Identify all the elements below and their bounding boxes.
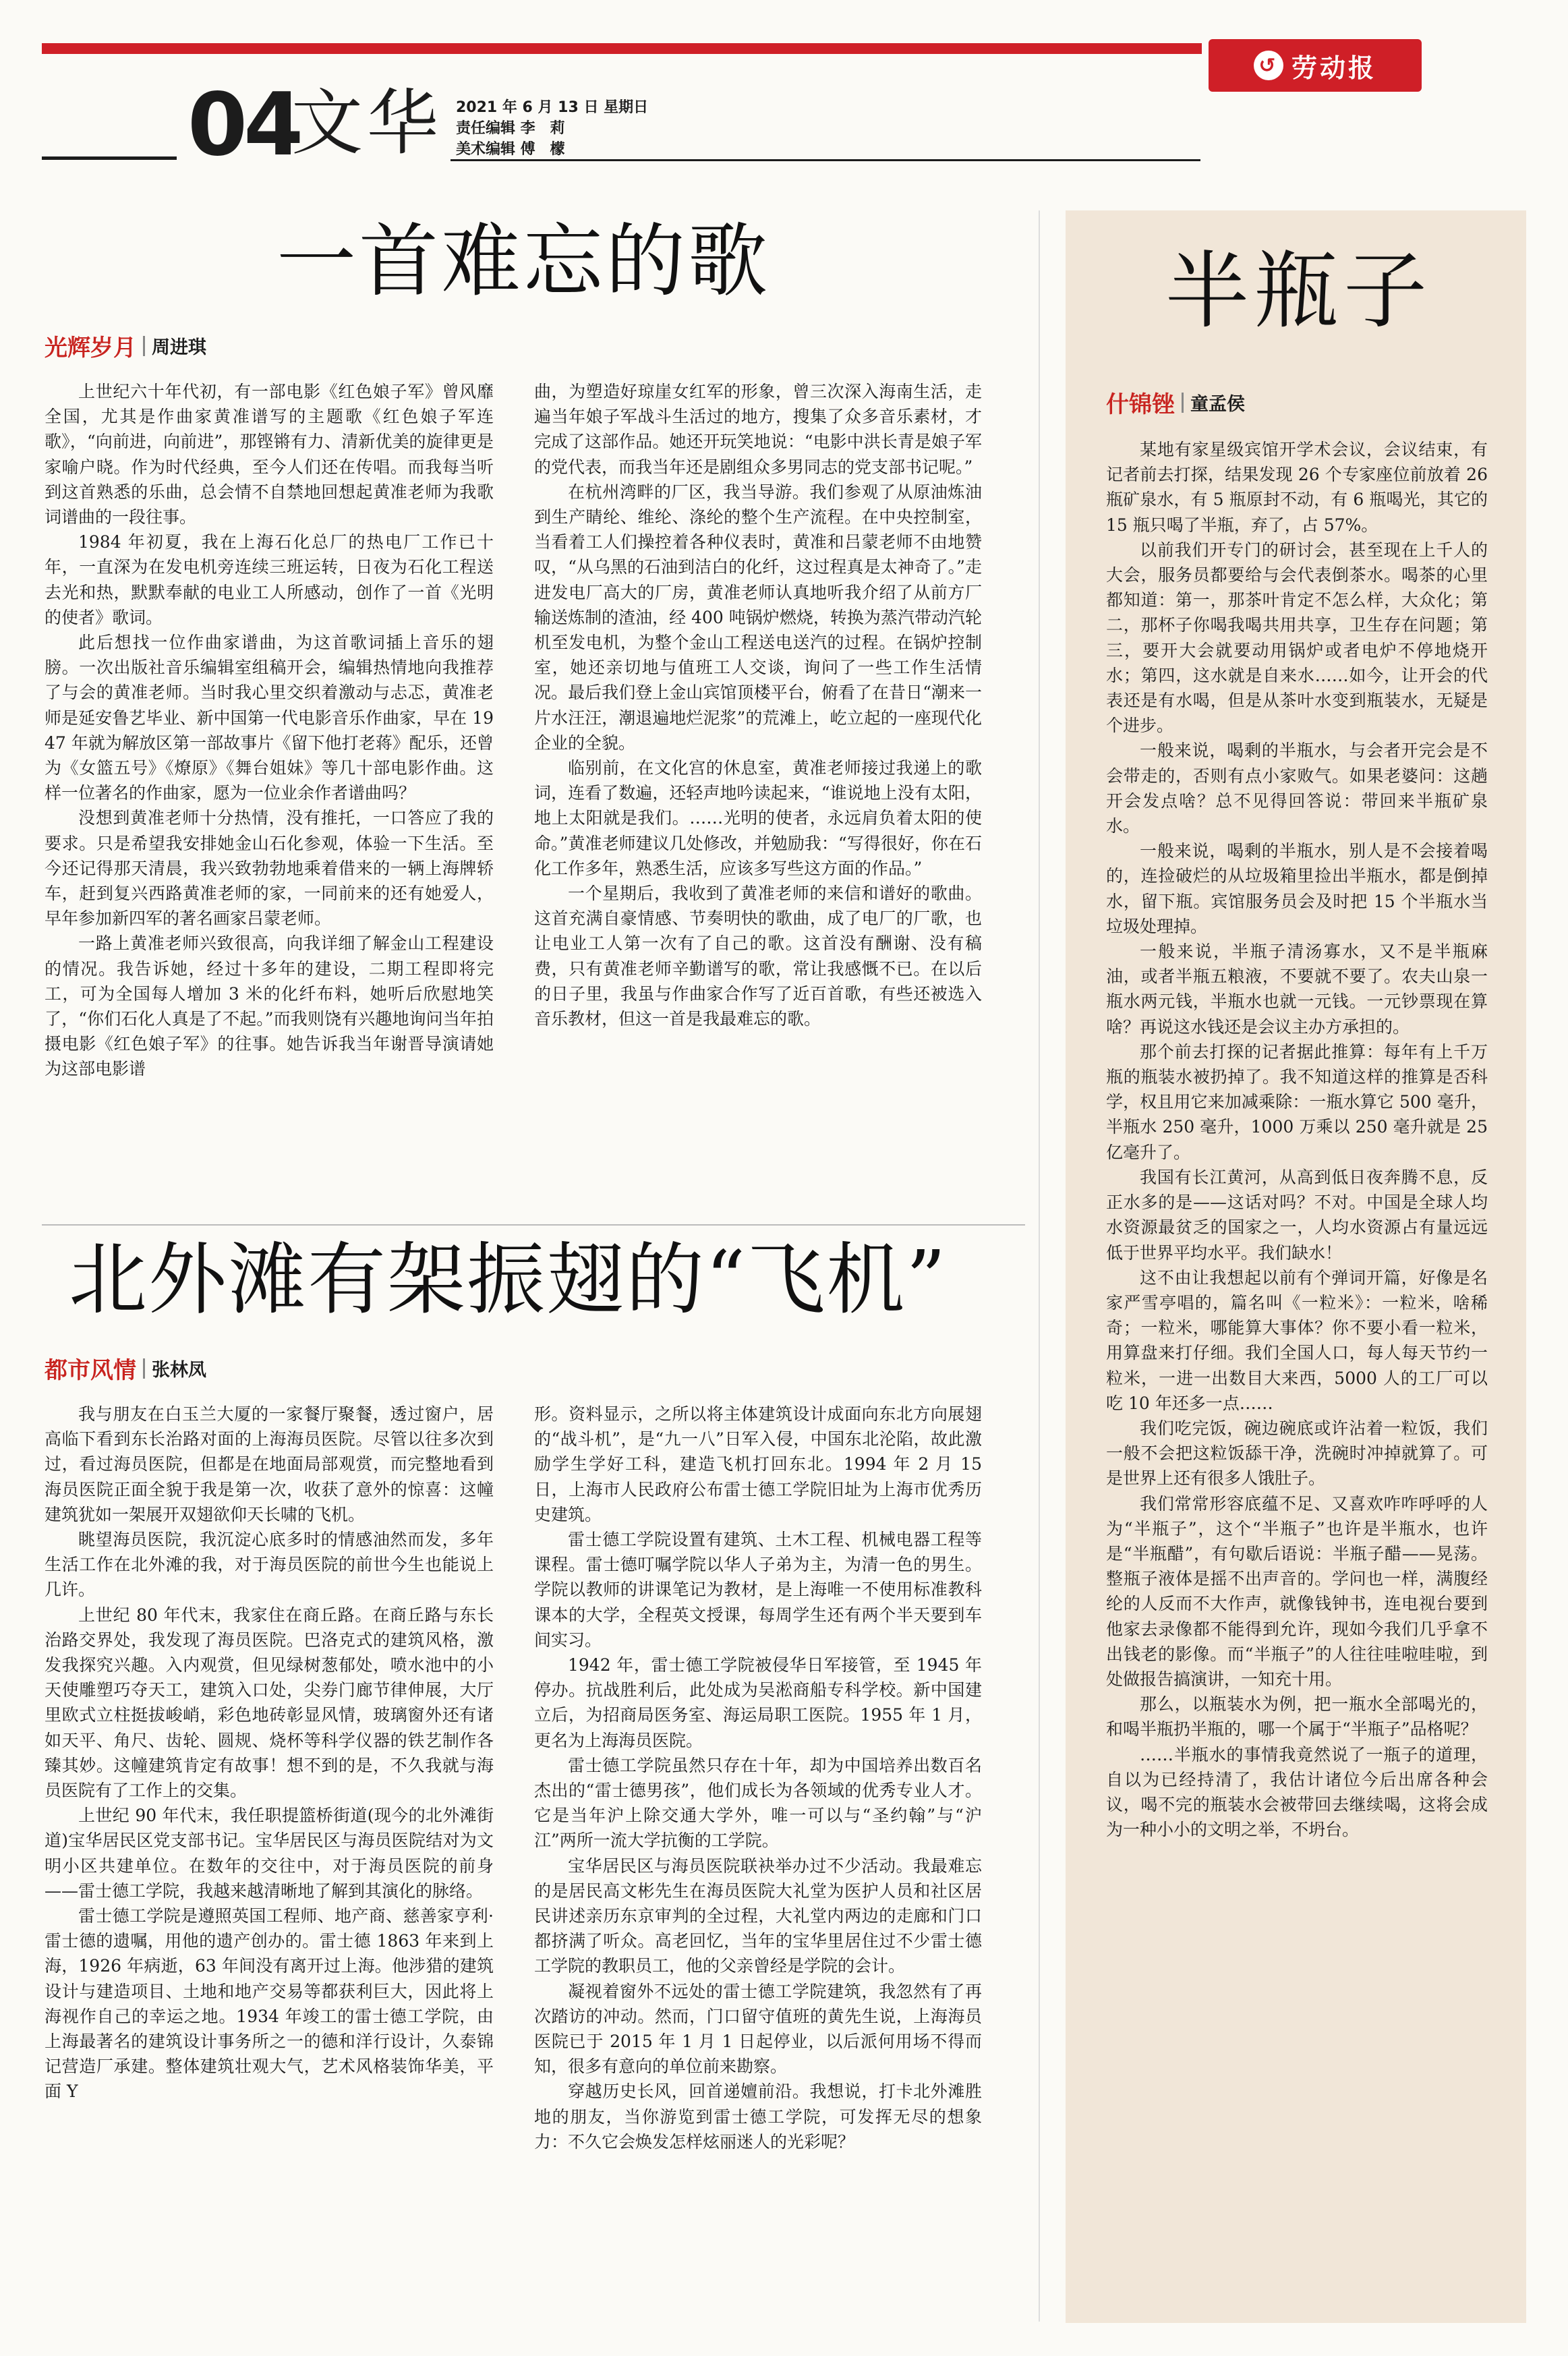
paragraph: 一般来说，半瓶子清汤寡水，又不是半瓶麻油，或者半瓶五粮液，不要就不要了。农夫山泉一瓶水两元钱，半瓶水也就一元钱。一元钞票现在算啥？再说这水钱还是会议主办方承担的。 <box>1106 942 1488 1037</box>
paragraph: 1984 年初夏，我在上海石化总厂的热电厂工作已十年，一直深为在发电机旁连续三班运转，日夜为石化工程送去光和热，默默奉献的电业工人所感动，创作了一首《光明的使者》歌词。 <box>45 532 494 627</box>
paragraph: 某地有家星级宾馆开学术会议，会议结束，有记者前去打探，结果发现 26 个专家座位前放着 26 瓶矿泉水，有 5 瓶原封不动，有 6 瓶喝光，其它的 15 瓶只喝了半瓶，弃了，占 57%。 <box>1106 440 1488 535</box>
paragraph: 雷士德工学院是遵照英国工程师、地产商、慈善家亨利·雷士德的遗嘱，用他的遗产创办的。雷士德 1863 年来到上海，1926 年病逝，63 年间没有离开过上海。他涉猎的建筑设计与建造项目、土地和地产交易等都获利巨大，因此将上海视作自己的幸运之地。1934 年竣工的雷士德工学院，由上海最著名的建筑设计事务所之一的德和洋行设计，久泰锦记营造厂承建。整体建筑壮观大气，艺术风格装饰华美，平面 Y <box>45 1906 494 2102</box>
article-column <box>45 1402 494 2104</box>
paragraph: 在杭州湾畔的厂区，我当导游。我们参观了从原油炼油到生产睛纶、维纶、涤纶的整个生产流程。在中央控制室，当看着工人们操控着各种仪表时，黄准和吕蒙老师不由地赞叹，“从乌黑的石油到洁白的化纤，这过程真是太神奇了。”走进发电厂高大的厂房，黄准老师认真地听我介绍了从前方厂输送炼制的渣油，经 400 吨锅炉燃烧，转换为蒸汽带动汽轮机至发电机，为整个金山工程送电送汽的过程。在锅炉控制室，她还亲切地与值班工人交谈，询问了一些工作生活情况。最后我们登上金山宾馆顶楼平台，俯看了在昔日“潮来一片水汪汪，潮退遍地烂泥浆”的荒滩上，屹立起的一座现代化企业的全貌。 <box>534 482 982 753</box>
paragraph: 此后想找一位作曲家谱曲，为这首歌词插上音乐的翅膀。一次出版社音乐编辑室组稿开会，编辑热情地向我推荐了与会的黄准老师。当时我心里交织着激动与忐忑，黄准老师是延安鲁艺毕业、新中国第一代电影音乐作曲家，早在 1947 年就为解放区第一部故事片《留下他打老蒋》配乐，还曾为《女篮五号》《燎原》《舞台姐妹》等几十部电影作曲。这样一位著名的作曲家，愿为一位业余作者谱曲吗？ <box>45 633 494 803</box>
paragraph: 一般来说，喝剩的半瓶水，别人是不会接着喝的，连捡破烂的从垃圾箱里捡出半瓶水，都是倒掉水，留下瓶。宾馆服务员会及时把 15 个半瓶水当垃圾处理掉。 <box>1106 841 1488 936</box>
paragraph: 1942 年，雷士德工学院被侵华日军接管，至 1945 年停办。抗战胜利后，此处成为吴淞商船专科学校。新中国建立后，为招商局医务室、海运局职工医院。1955 年 1 月，更名为上海海员医院。 <box>534 1655 982 1750</box>
paragraph: 眺望海员医院，我沉淀心底多时的情感油然而发，多年生活工作在北外滩的我，对于海员医院的前世今生也能说上几许。 <box>45 1530 494 1600</box>
column-label: 都市风情 <box>45 1357 136 1384</box>
paragraph: 雷士德工学院设置有建筑、土木工程、机械电器工程等课程。雷士德叮嘱学院以华人子弟为主，为清一色的男生。学院以教师的讲课笔记为教材，是上海唯一不使用标准教科课本的大学，全程英文授课，每周学生还有两个半天要到车间实习。 <box>534 1530 982 1650</box>
paragraph: 那个前去打探的记者据此推算：每年有上千万瓶的瓶装水被扔掉了。我不知道这样的推算是否科学，权且用它来加减乘除：一瓶水算它 500 毫升，半瓶水 250 毫升，1000 万乘以 250 毫升就是 25 亿毫升了。 <box>1106 1041 1488 1162</box>
paragraph: 雷士德工学院虽然只存在十年，却为中国培养出数百名杰出的“雷士德男孩”，他们成长为各领域的优秀专业人才。它是当年沪上除交通大学外，唯一可以与“圣约翰”与“沪江”两所一流大学抗衡的工学院。 <box>534 1755 982 1851</box>
paragraph: 宝华居民区与海员医院联袂举办过不少活动。我最难忘的是居民高文彬先生在海员医院大礼堂为医护人员和社区居民讲述亲历东京审判的全过程，大礼堂内两边的走廊和门口都挤满了听众。高老回忆，当年的宝华里居住过不少雷士德工学院的教职员工，他的父亲曾经是学院的会计。 <box>534 1856 982 1976</box>
article-column <box>534 379 982 1031</box>
paragraph: 那么，以瓶装水为例，把一瓶水全部喝光的，和喝半瓶扔半瓶的，哪一个属于“半瓶子”品格呢？ <box>1106 1694 1488 1740</box>
paragraph: 一个星期后，我收到了黄准老师的来信和谱好的歌曲。这首充满自豪情感、节奏明快的歌曲，成了电厂的厂歌，也让电业工人第一次有了自己的歌。这首没有酬谢、没有稿费，只有黄准老师辛勤谱写的歌，常让我感慨不已。在以后的日子里，我虽与作曲家合作写了近百首歌，有些还被选入音乐教材，但这一首是我最难忘的歌。 <box>534 884 982 1029</box>
paragraph: 我们吃完饭，碗边碗底或许沾着一粒饭，我们一般不会把这粒饭舔干净，洗碗时冲掉就算了。可是世界上还有很多人饿肚子。 <box>1106 1418 1488 1489</box>
paragraph: 上世纪 80 年代末，我家住在商丘路。在商丘路与东长治路交界处，我发现了海员医院。巴洛克式的建筑风格，激发我探究兴趣。入内观赏，但见绿树葱郁处，喷水池中的小天使雕塑巧夺天工，建筑入口处，尖券门廊节律伸展，大厅里欧式立柱挺拔峻峭，彩色地砖彰显风情，玻璃窗外还有诸如天平、角尺、齿轮、圆规、烧杯等科学仪器的铁艺制作各臻其妙。这幢建筑肯定有故事！想不到的是，不久我就与海员医院有了工作上的交集。 <box>45 1605 494 1801</box>
byline-divider <box>143 1358 145 1379</box>
article-column <box>1106 437 1488 1842</box>
column-label: 什锦锉 <box>1106 391 1175 418</box>
paragraph: 没想到黄准老师十分热情，没有推托，一口答应了我的要求。只是希望我安排她金山石化参观，体验一下生活。至今还记得那天清晨，我兴致勃勃地乘着借来的一辆上海牌轿车，赶到复兴西路黄准老师的家，一同前来的还有她爱人，早年参加新四军的著名画家吕蒙老师。 <box>45 808 494 929</box>
article-title: 半瓶子 <box>1165 243 1433 340</box>
byline-divider <box>143 336 145 356</box>
newspaper-logo <box>1209 39 1422 92</box>
header-rule-left <box>42 156 177 160</box>
paragraph: 上世纪六十年代初，有一部电影《红色娘子军》曾风靡全国，尤其是作曲家黄准谱写的主题歌《红色娘子军连歌》，“向前进，向前进”，那铿锵有力、清新优美的旋律更是家喻户晓。作为时代经典，至今人们还在传唱。而我每当听到这首熟悉的乐曲，总会情不自禁地回想起黄准老师为我歌词谱曲的一段往事。 <box>45 382 494 527</box>
header-rule-right <box>451 159 1200 161</box>
section-title: 文华 <box>291 82 442 165</box>
paragraph: 临别前，在文化宫的休息室，黄准老师接过我递上的歌词，连看了数遍，还轻声地吟读起来，“谁说地上没有太阳，地上太阳就是我们。……光明的使者，永远肩负着太阳的使命。”黄准老师建议几处修改，并勉励我：“写得很好，你在石化工作多年，熟悉生活，应该多写些这方面的作品。” <box>534 758 982 878</box>
author-name: 张林凤 <box>152 1360 206 1381</box>
article-byline <box>45 1352 206 1385</box>
paragraph: 一路上黄准老师兴致很高，向我详细了解金山工程建设的情况。我告诉她，经过十多年的建设，二期工程即将完工，可为全国每人增加 3 米的化纤布料，她听后欣慰地笑了，“你们石化人真是了不起。”而我则饶有兴趣地询问当年拍摄电影《红色娘子军》的往事。她告诉我当年谢晋导演请她为这部电影谱 <box>45 933 494 1079</box>
article-title: 北外滩有架振翅的“飞机” <box>69 1234 948 1325</box>
article-byline <box>45 329 206 362</box>
paragraph: 凝视着窗外不远处的雷士德工学院建筑，我忽然有了再次踏访的冲动。然而，门口留守值班的黄先生说，上海海员医院已于 2015 年 1 月 1 日起停业，以后派何用场不得而知，很多有意向的单位前来勘察。 <box>534 1981 982 2077</box>
article-column <box>534 1402 982 2154</box>
paragraph: 上世纪 90 年代末，我任职提篮桥街道(现今的北外滩街道)宝华居民区党支部书记。宝华居民区与海员医院结对为文明小区共建单位。在数年的交往中，对于海员医院的前身——雷士德工学院，我越来越清晰地了解到其演化的脉络。 <box>45 1806 494 1901</box>
byline-divider <box>1182 393 1184 413</box>
paragraph: 以前我们开专门的研讨会，甚至现在上千人的大会，服务员都要给与会代表倒茶水。喝茶的心里都知道：第一，那茶叶肯定不怎么样，大众化；第二，那杯子你喝我喝共用共享，卫生存在问题；第三，要开大会就要动用锅炉或者电炉不停地烧开水；第四，这水就是自来水……如今，让开会的代表还是有水喝，但是从茶叶水变到瓶装水，无疑是个进步。 <box>1106 540 1488 736</box>
responsible-editor: 责任编辑 李 莉 <box>456 120 565 137</box>
article-byline <box>1106 386 1245 419</box>
paragraph: ……半瓶水的事情我竟然说了一瓶子的道理，自以为已经持清了，我估计诸位今后出席各种会议，喝不完的瓶装水会被带回去继续喝，这将会成为一种小小的文明之举，不坍台。 <box>1106 1744 1488 1840</box>
paragraph: 我与朋友在白玉兰大厦的一家餐厅聚餐，透过窗户，居高临下看到东长治路对面的上海海员医院。尽管以往多次到过，看过海员医院，但都是在地面局部观赏，而完整地看到海员医院正面全貌于我是第一次，收获了意外的惊喜：这幢建筑犹如一架展开双翅欲仰天长啸的飞机。 <box>45 1404 494 1524</box>
masthead-red-bar <box>42 43 1202 54</box>
paragraph: 穿越历史长风，回首递嬗前沿。我想说，打卡北外滩胜地的朋友，当你游览到雷士德工学院，可发挥无尽的想象力：不久它会焕发怎样炫丽迷人的光彩呢？ <box>534 2081 982 2152</box>
article-column <box>45 379 494 1082</box>
issue-date: 2021 年 6 月 13 日 星期日 <box>456 99 649 116</box>
issue-meta <box>456 97 648 160</box>
page-number: 04 <box>187 75 300 175</box>
author-name: 童孟侯 <box>1190 394 1245 415</box>
paragraph: 这不由让我想起以前有个弹词开篇，好像是名家严雪亭唱的，篇名叫《一粒米》：一粒米，啥稀奇；一粒米，哪能算大事体？你不要小看一粒米，用算盘来打仔细。我们全国人口，每人每天节约一粒米，一进一出数目大来西，5000 人的工厂可以吃 10 年还多一点…… <box>1106 1267 1488 1413</box>
logo-icon: ↺ <box>1254 51 1283 80</box>
column-label: 光辉岁月 <box>45 335 136 362</box>
article-separator <box>42 1224 1025 1226</box>
paragraph: 我们常常形容底蕴不足、又喜欢咋咋呼呼的人为“半瓶子”，这个“半瓶子”也许是半瓶水，也许是“半瓶醋”，有句歇后语说：半瓶子醋——晃荡。整瓶子液体是摇不出声音的。学问也一样，满腹经纶的人反而不大作声，就像钱钟书，连电视台要到他家去录像都不能得到允许，现如今我们几乎拿不出钱老的影像。而“半瓶子”的人往往哇啦哇啦，到处做报告搞演讲，一知充十用。 <box>1106 1493 1488 1689</box>
art-editor: 美术编辑 傅 檬 <box>456 141 565 158</box>
column-divider <box>1039 210 1040 2322</box>
paragraph: 我国有长江黄河，从高到低日夜奔腾不息，反正水多的是——这话对吗？不对。中国是全球人均水资源最贫乏的国家之一，人均水资源占有量远远低于世界平均水平。我们缺水！ <box>1106 1167 1488 1263</box>
article-title: 一首难忘的歌 <box>277 214 771 308</box>
paragraph: 曲，为塑造好琼崖女红军的形象，曾三次深入海南生活，走遍当年娘子军战斗生活过的地方，搜集了众多音乐素材，才完成了这部作品。她还开玩笑地说：“电影中洪长青是娘子军的党代表，而我当年还是剧组众多男同志的党支部书记呢。” <box>534 382 982 477</box>
logo-text: 劳动报 <box>1291 53 1376 83</box>
author-name: 周进琪 <box>152 337 206 358</box>
paragraph: 一般来说，喝剩的半瓶水，与会者开完会是不会带走的，否则有点小家败气。如果老婆问：这趟开会发点啥？总不见得回答说：带回来半瓶矿泉水。 <box>1106 741 1488 836</box>
paragraph: 形。资料显示，之所以将主体建筑设计成面向东北方向展翅的“战斗机”，是“九一八”日军入侵，中国东北沦陷，故此激励学生学好工科，建造飞机打回东北。1994 年 2 月 15 日，上海市人民政府公布雷士德工学院旧址为上海市优秀历史建筑。 <box>534 1404 982 1524</box>
